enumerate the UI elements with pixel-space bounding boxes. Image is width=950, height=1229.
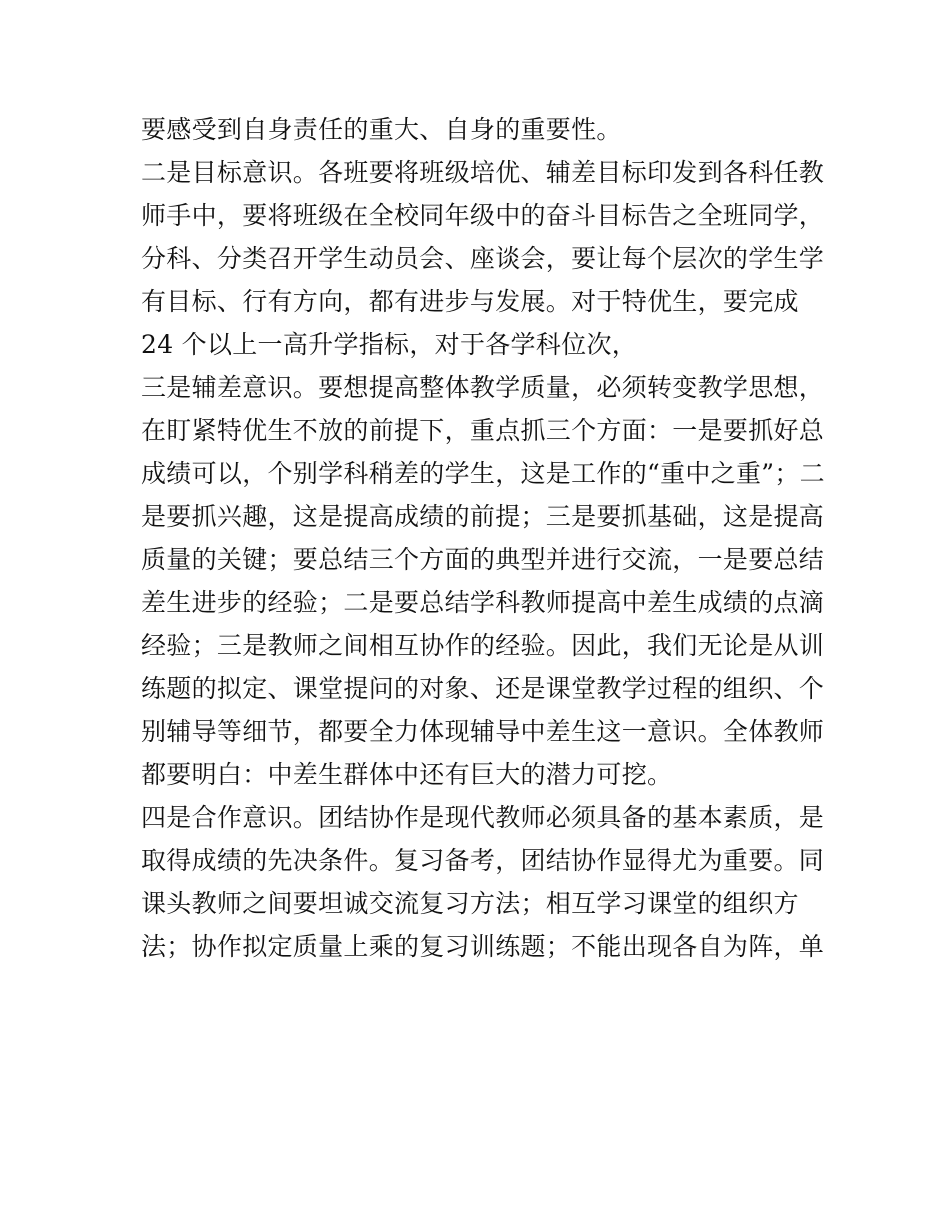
text-line: 练题的拟定、课堂提问的对象、还是课堂教学过程的组织、个 bbox=[141, 674, 825, 703]
text-line: 分科、分类召开学生动员会、座谈会，要让每个层次的学生学 bbox=[141, 244, 825, 273]
text-line: 师手中，要将班级在全校同年级中的奋斗目标告之全班同学， bbox=[141, 201, 825, 230]
text-line: 二是目标意识。各班要将班级培优、辅差目标印发到各科任教 bbox=[141, 158, 825, 187]
text-line: 质量的关键；要总结三个方面的典型并进行交流，一是要总结 bbox=[141, 545, 825, 574]
text-line: 都要明白：中差生群体中还有巨大的潜力可挖。 bbox=[141, 760, 673, 789]
text-line: 三是辅差意识。要想提高整体教学质量，必须转变教学思想， bbox=[141, 373, 825, 402]
text-line: 课头教师之间要坦诚交流复习方法；相互学习课堂的组织方 bbox=[141, 889, 799, 918]
text-line: 24 个以上一高升学指标，对于各学科位次， bbox=[141, 330, 638, 359]
text-line: 在盯紧特优生不放的前提下，重点抓三个方面：一是要抓好总 bbox=[141, 416, 825, 445]
text-line: 法；协作拟定质量上乘的复习训练题；不能出现各自为阵，单 bbox=[141, 932, 825, 961]
text-line: 要感受到自身责任的重大、自身的重要性。 bbox=[141, 115, 622, 144]
text-line: 四是合作意识。团结协作是现代教师必须具备的基本素质，是 bbox=[141, 803, 825, 832]
text-line: 有目标、行有方向，都有进步与发展。对于特优生，要完成 bbox=[141, 287, 799, 316]
body-text bbox=[141, 108, 825, 968]
text-line: 别辅导等细节，都要全力体现辅导中差生这一意识。全体教师 bbox=[141, 717, 825, 746]
text-line: 经验；三是教师之间相互协作的经验。因此，我们无论是从训 bbox=[141, 631, 825, 660]
text-line: 成绩可以，个别学科稍差的学生，这是工作的“重中之重”；二 bbox=[141, 459, 825, 488]
text-line: 取得成绩的先决条件。复习备考，团结协作显得尤为重要。同 bbox=[141, 846, 825, 875]
text-line: 是要抓兴趣，这是提高成绩的前提；三是要抓基础，这是提高 bbox=[141, 502, 825, 531]
text-line: 差生进步的经验；二是要总结学科教师提高中差生成绩的点滴 bbox=[141, 588, 825, 617]
